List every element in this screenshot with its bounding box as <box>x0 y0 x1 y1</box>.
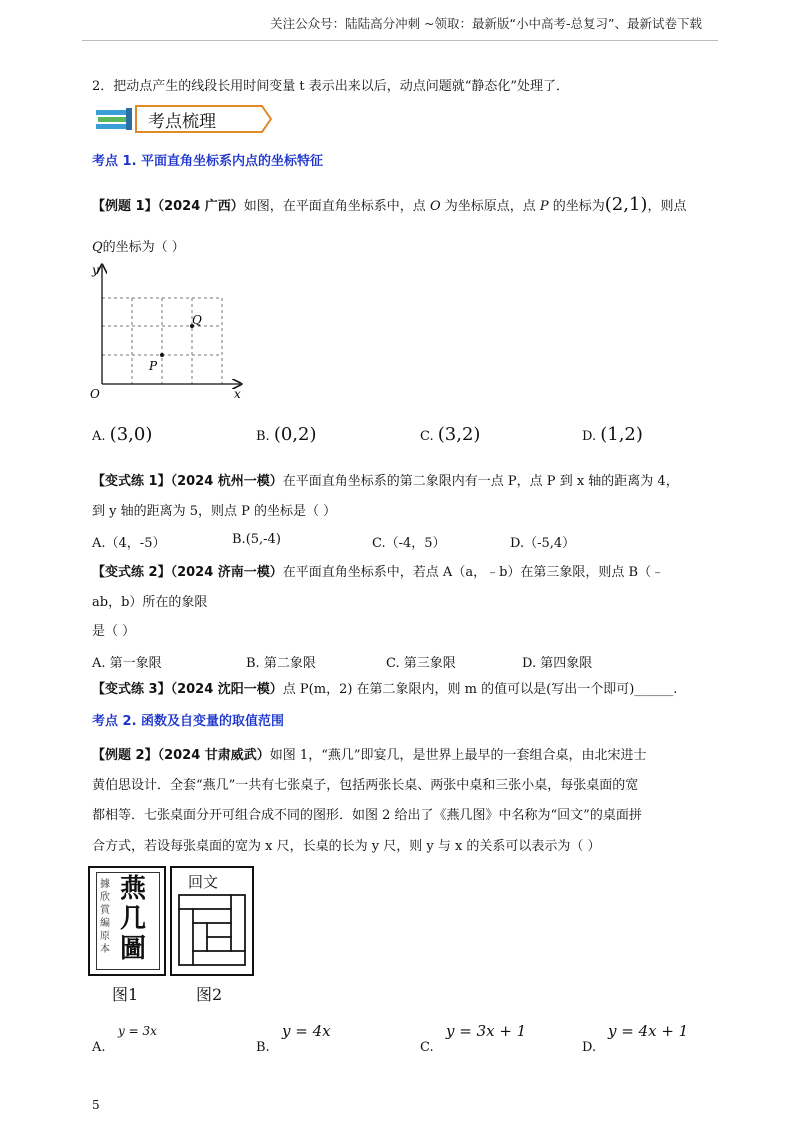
ex1-P: P <box>539 199 549 214</box>
ex1-option-b[interactable]: B. (0,2) <box>256 424 317 445</box>
v1-text: 在平面直角坐标系的第二象限内有一点 P，点 P 到 x 轴的距离为 4， <box>282 474 679 489</box>
ex1-text-c: 的坐标为 <box>548 199 605 214</box>
ex1-Q: Q <box>92 240 103 255</box>
ex2-option-d-value[interactable]: y = 4x + 1 <box>608 1022 689 1040</box>
fig1-big-text: 燕几圖 <box>120 874 147 964</box>
ex2-option-a-label[interactable]: A. <box>92 1040 106 1055</box>
figure-1-calligraphy <box>88 866 166 976</box>
fig1-label: 图1 <box>112 985 139 1004</box>
ex1-option-c[interactable]: C. (3,2) <box>420 424 481 445</box>
ex2-option-d-label[interactable]: D. <box>582 1040 597 1055</box>
ex1-option-d[interactable]: D. (1,2) <box>582 424 643 445</box>
fig2-title: 回文 <box>188 873 219 891</box>
ex1-text-a: 如图，在平面直角坐标系中，点 <box>243 199 430 214</box>
v1-src: （2024 杭州一模） <box>170 474 283 489</box>
v2-text: 在平面直角坐标系中，若点 A（a，﹣b）在第三象限，则点 B（﹣ <box>282 565 665 580</box>
ex1-line1 <box>92 195 686 217</box>
v1-option-a[interactable]: A.（4，-5） <box>92 536 166 551</box>
ex2-line3: 都相等．七张桌面分开可组合成不同的图形．如图 2 给出了《燕几图》中名称为“回文”的桌面拼 <box>92 808 642 823</box>
v3-line1 <box>92 680 677 700</box>
fig2-label: 图2 <box>196 985 223 1004</box>
fig1-small-text: 據欣賞編原本 <box>100 879 110 955</box>
v1-tag: 【变式练 1】 <box>92 474 171 489</box>
v1-line1 <box>92 472 679 492</box>
ex2-option-b-label[interactable]: B. <box>256 1040 270 1055</box>
v2-line2: ab，b）所在的象限 <box>92 595 208 610</box>
section-title: 考点梳理 <box>148 112 216 132</box>
ex2-option-b-value[interactable]: y = 4x <box>282 1022 331 1040</box>
v2-line3: 是（ ） <box>92 624 136 639</box>
kp1-title: 考点 1. 平面直角坐标系内点的坐标特征 <box>92 154 324 169</box>
v1-option-c[interactable]: C.（-4，5） <box>372 536 446 551</box>
v2-tag: 【变式练 2】 <box>92 565 171 580</box>
ex1-coord: (2,1) <box>604 194 648 215</box>
Q-label: Q <box>192 313 202 327</box>
v1-option-b[interactable]: B.(5,-4) <box>232 532 281 547</box>
ex1-tag: 【例题 1】 <box>92 199 158 214</box>
v3-tag: 【变式练 3】 <box>92 682 171 697</box>
v2-option-b[interactable]: B. 第二象限 <box>246 656 316 671</box>
section-header <box>96 104 272 134</box>
coordinate-graph <box>88 258 248 400</box>
page-header: 关注公众号：陆陆高分冲刺 ~领取：最新版“小中高考-总复习”、最新试卷下载 <box>270 16 702 31</box>
ex1-line2 <box>92 238 185 258</box>
ex2-tag: 【例题 2】 <box>92 748 158 763</box>
origin-label: O <box>90 387 100 400</box>
fig2-table-layout <box>178 894 246 966</box>
ex2-line4: 合方式，若设每张桌面的宽为 x 尺，长桌的长为 y 尺，则 y 与 x 的关系可以表示为（ ） <box>92 839 601 854</box>
page-number: 5 <box>92 1098 100 1112</box>
v1-line2: 到 y 轴的距离为 5，则点 P 的坐标是（ ） <box>92 504 337 519</box>
v1-option-d[interactable]: D.（-5,4） <box>510 536 576 551</box>
ex2-option-c-label[interactable]: C. <box>420 1040 434 1055</box>
ex2-line2: 黄伯思设计．全套“燕几”一共有七张桌子，包括两张长桌、两张中桌和三张小桌，每张桌面的宽 <box>92 778 639 793</box>
ex1-text-b: 为坐标原点，点 <box>440 199 540 214</box>
y-axis-label: y <box>92 263 99 277</box>
ex2-text: 如图 1，“燕几”即宴几，是世界上最早的一套组合桌，由北宋进士 <box>269 748 647 763</box>
v2-line1 <box>92 563 664 583</box>
v3-src: （2024 沈阳一模） <box>170 682 283 697</box>
ex1-text-d: ，则点 <box>647 199 687 214</box>
header-divider <box>82 40 718 41</box>
ex1-src: （2024 广西） <box>157 199 244 214</box>
ex2-line1 <box>92 746 647 766</box>
grid-lines <box>102 298 222 384</box>
v2-option-d[interactable]: D. 第四象限 <box>522 656 593 671</box>
v2-option-a[interactable]: A. 第一象限 <box>92 656 162 671</box>
ex1-text-e: 的坐标为（ ） <box>102 240 185 255</box>
v2-option-c[interactable]: C. 第三象限 <box>386 656 456 671</box>
P-label: P <box>149 359 158 373</box>
ex2-src: （2024 甘肃威武） <box>157 748 270 763</box>
ex2-option-a-value[interactable]: y = 3x <box>118 1024 157 1038</box>
figure-2-huiwen <box>170 866 254 976</box>
point-P <box>160 353 164 357</box>
ex2-option-c-value[interactable]: y = 3x + 1 <box>446 1022 527 1040</box>
x-axis-label: x <box>234 387 241 400</box>
v3-text[interactable]: 点 P(m，2) 在第二象限内，则 m 的值可以是(写出一个即可)______. <box>282 682 678 697</box>
kp2-title: 考点 2. 函数及自变量的取值范围 <box>92 714 285 729</box>
intro-line: 2．把动点产生的线段长用时间变量 t 表示出来以后，动点问题就“静态化”处理了． <box>92 79 570 94</box>
ex1-O: O <box>429 199 441 214</box>
ex1-option-a[interactable]: A. (3,0) <box>92 424 153 445</box>
v2-src: （2024 济南一模） <box>170 565 283 580</box>
